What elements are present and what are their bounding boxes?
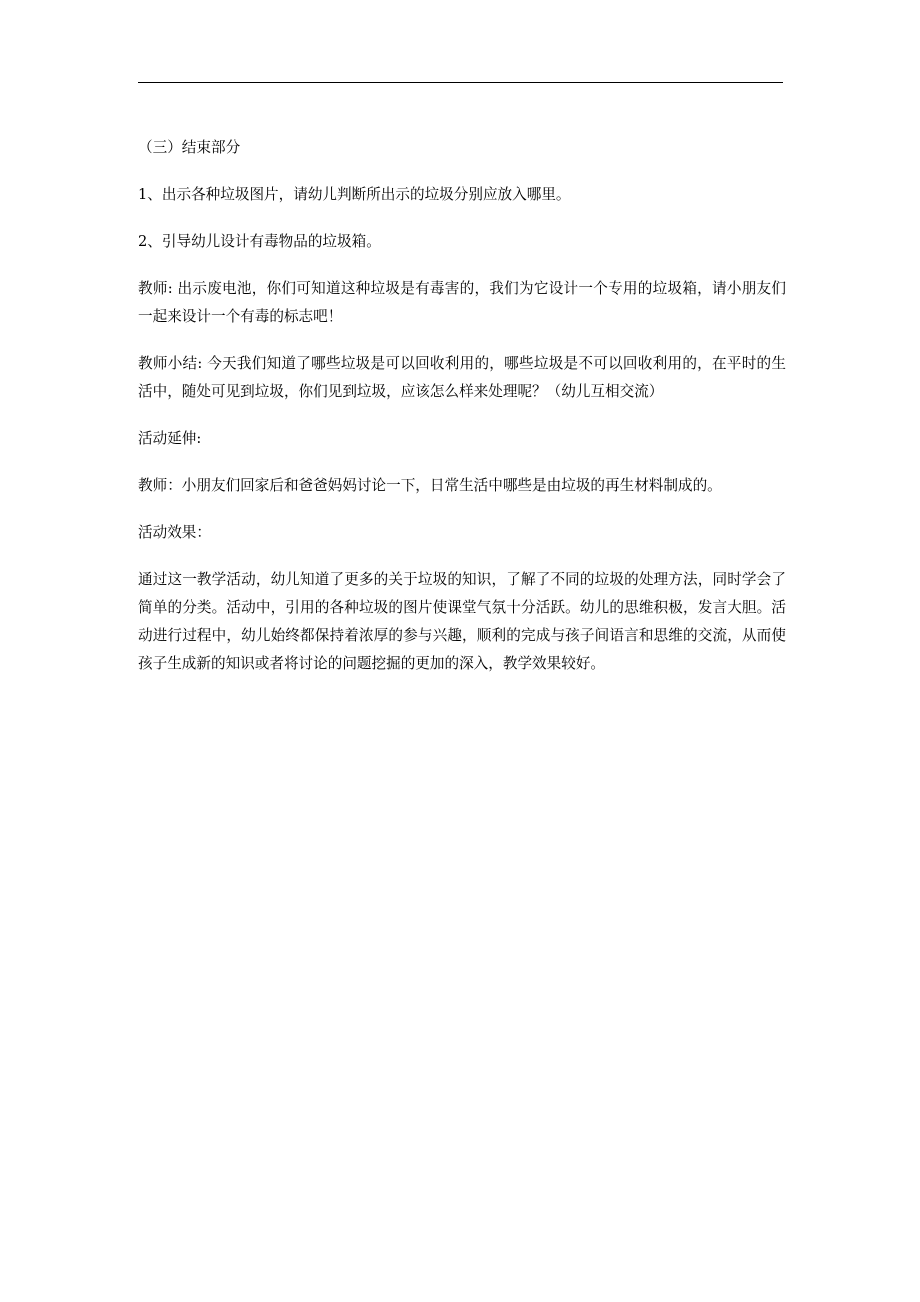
paragraph-teacher-summary: 教师小结: 今天我们知道了哪些垃圾是可以回收利用的，哪些垃圾是不可以回收利用的，在平时的生活中，随处可见到垃圾，你们见到垃圾，应该怎么样来处理呢？（幼儿互相交流） [138,355,786,400]
heading-activity-extension: 活动延伸: [138,430,202,447]
paragraph-activity-effect: 通过这一教学活动，幼儿知道了更多的关于垃圾的知识，了解了不同的垃圾的处理方法，同时学会了简单的分类。活动中，引用的各种垃圾的图片使课堂气氛十分活跃。幼儿的思维积极，发言大胆。活动进行过程中，幼儿始终都保持着浓厚的参与兴趣，顺利的完成与孩子间语言和思维的交流，从而使孩子生成新的知识或者将讨论的问题挖掘的更加的深入，教学效果较好。 [138,571,786,672]
paragraph-step-2: 2、引导幼儿设计有毒物品的垃圾箱。 [138,233,381,250]
paragraph-extension-teacher: 教师：小朋友们回家后和爸爸妈妈讨论一下，日常生活中哪些是由垃圾的再生材料制成的。 [138,477,722,494]
header-rule [138,82,783,83]
paragraph-step-1: 1、出示各种垃圾图片，请幼儿判断所出示的垃圾分别应放入哪里。 [138,186,571,203]
section-title: （三）结束部分 [138,139,241,156]
heading-activity-effect: 活动效果： [138,524,211,541]
document-body [138,134,786,697]
paragraph-teacher-intro: 教师: 出示废电池，你们可知道这种垃圾是有毒害的，我们为它设计一个专用的垃圾箱，请小朋友们一起来设计一个有毒的标志吧！ [138,280,786,325]
